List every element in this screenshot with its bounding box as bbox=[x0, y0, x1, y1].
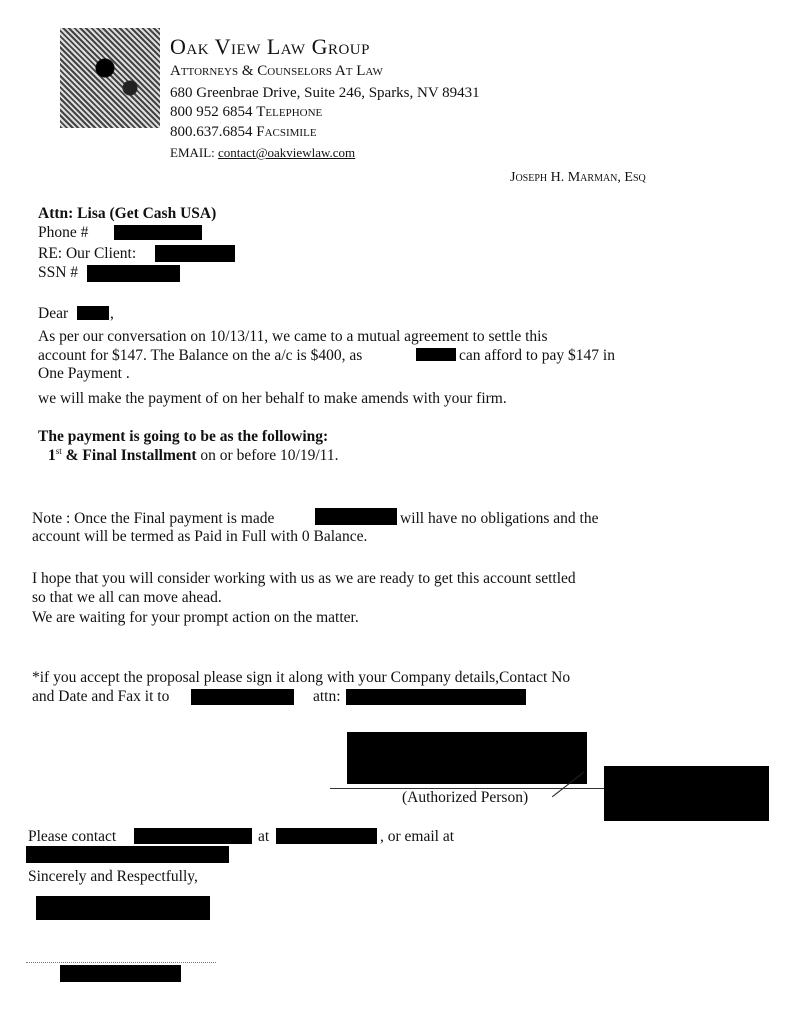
redacted-client-name bbox=[416, 348, 456, 361]
hope-line3: We are waiting for your prompt action on the matter. bbox=[32, 609, 359, 626]
redacted-attn-name bbox=[346, 689, 526, 705]
fax-label: Facsimile bbox=[256, 124, 317, 140]
installment-line bbox=[48, 446, 338, 465]
payment-heading: The payment is going to be as the following: bbox=[38, 428, 329, 445]
attn-label: attn: bbox=[313, 688, 341, 705]
redacted-note-client bbox=[315, 508, 397, 525]
para1-line2b: can afford to pay $147 in bbox=[459, 347, 615, 364]
salutation: Dear bbox=[38, 305, 69, 322]
attorney-name: Joseph H. Marman, Esq bbox=[510, 170, 646, 185]
installment-rest: on or before 10/19/11. bbox=[196, 447, 339, 465]
accept-line1: *if you accept the proposal please sign it along with your Company details,Contact No bbox=[32, 669, 571, 686]
firm-fax bbox=[170, 124, 317, 141]
firm-name: Oak View Law Group bbox=[170, 34, 370, 59]
client-label: RE: Our Client: bbox=[38, 245, 137, 262]
note-line1a: Note : Once the Final payment is made bbox=[32, 510, 275, 527]
fax-number: 800.637.6854 bbox=[170, 124, 253, 140]
redacted-stamp bbox=[604, 766, 769, 821]
email-link[interactable]: contact@oakviewlaw.com bbox=[218, 145, 356, 160]
accept-line2: and Date and Fax it to bbox=[32, 688, 170, 705]
hope-line2: so that we all can move ahead. bbox=[32, 589, 222, 606]
salutation-comma: , bbox=[110, 305, 114, 322]
contact-label: Please contact bbox=[28, 828, 117, 845]
hope-line1: I hope that you will consider working with us as we are ready to get this account settled bbox=[32, 570, 576, 587]
firm-address: 680 Greenbrae Drive, Suite 246, Sparks, NV 89431 bbox=[170, 85, 480, 101]
redacted-contact-phone bbox=[276, 828, 377, 844]
para1-line3: One Payment . bbox=[38, 365, 130, 382]
attn-line: Attn: Lisa (Get Cash USA) bbox=[38, 205, 217, 222]
firm-subtitle: Attorneys & Counselors At Law bbox=[170, 63, 383, 79]
note-line2: account will be termed as Paid in Full with 0 Balance. bbox=[32, 528, 368, 545]
redacted-sender-name bbox=[36, 896, 210, 920]
redacted-ssn bbox=[87, 265, 180, 282]
para1-line2a: account for $147. The Balance on the a/c is $400, as bbox=[38, 347, 363, 364]
installment-suffix: st bbox=[55, 446, 62, 456]
firm-logo bbox=[60, 28, 160, 128]
redacted-phone bbox=[114, 225, 202, 240]
installment-bold: & Final Installment bbox=[61, 447, 197, 465]
firm-telephone bbox=[170, 104, 322, 121]
ssn-label: SSN # bbox=[38, 264, 79, 281]
firm-email bbox=[170, 145, 355, 161]
redacted-client bbox=[155, 245, 235, 262]
authorized-person: (Authorized Person) bbox=[402, 789, 529, 806]
email-label: EMAIL: bbox=[170, 145, 215, 160]
contact-at: at bbox=[258, 828, 270, 845]
closing: Sincerely and Respectfully, bbox=[28, 868, 198, 885]
phone-label: Phone # bbox=[38, 224, 89, 241]
installment-ordinal: 1 bbox=[48, 447, 56, 465]
redacted-contact-email bbox=[26, 846, 229, 863]
redacted-contact-name bbox=[134, 828, 252, 844]
telephone-number: 800 952 6854 bbox=[170, 104, 253, 120]
para1-line4: we will make the payment of on her behalf to make amends with your firm. bbox=[38, 390, 507, 407]
contact-email: , or email at bbox=[380, 828, 455, 845]
redacted-salutation-name bbox=[77, 306, 109, 320]
note-line1b: will have no obligations and the bbox=[400, 510, 599, 527]
telephone-label: Telephone bbox=[256, 104, 323, 120]
redacted-sender-title bbox=[60, 965, 181, 982]
para1-line1: As per our conversation on 10/13/11, we came to a mutual agreement to settle this bbox=[38, 328, 548, 345]
signature-dotted-line bbox=[26, 962, 216, 963]
redacted-signature bbox=[347, 732, 587, 784]
redacted-fax-number bbox=[191, 689, 294, 705]
